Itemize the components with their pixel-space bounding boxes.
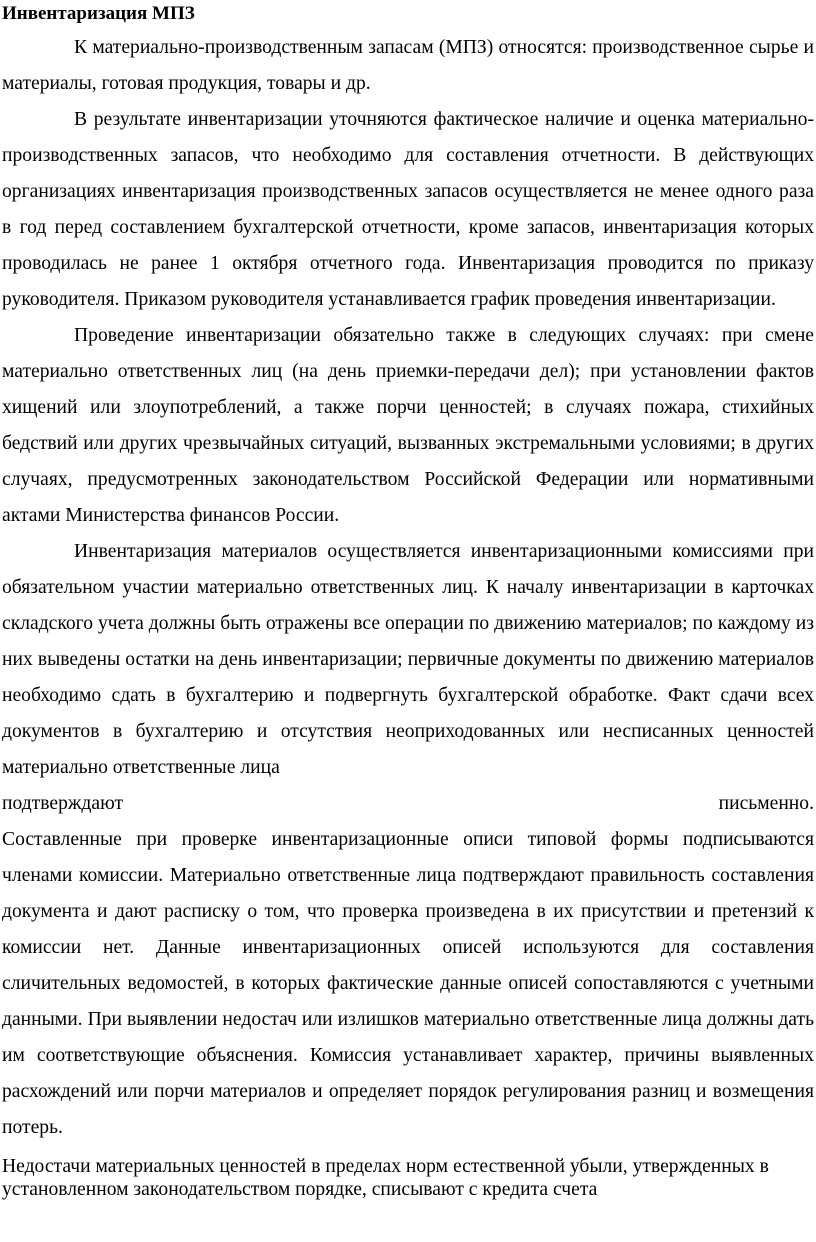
paragraph-inventory-procedure: Инвентаризация материалов осуществляется инвентаризационными комиссиями при обязательном участии материально ответственных лиц. К началу инвентаризации в карточках складского учета должны быть отражены все операции по движению материалов; по каждому из них выведены остатки на день инвентаризации; первичные документы по движению материалов необходимо сдать в бухгалтерию и подвергнуть бухгалтерской обработке. Факт сдачи всех документов в бухгалтерию и отсутствия неоприходованных или несписанных ценностей материально ответственные лица xyxy=(2,541,814,778)
paragraph-inventory-purpose: В результате инвентаризации уточняются фактическое наличие и оценка материально-производственных запасов, что необходимо для составления отчетности. В действующих организациях инвентаризация производственных запасов осуществляется не менее одного раза в год перед составлением бухгалтерской отчетности, кроме запасов, инвентаризация которых проводилась не ранее 1 октября отчетного года. Инвентаризация проводится по приказу руководителя. Приказом руководителя устанавливается график проведения инвентаризации. xyxy=(2,109,814,310)
paragraph-line-confirm xyxy=(2,786,814,822)
paragraph-mandatory-cases: Проведение инвентаризации обязательно также в следующих случаях: при смене материально ответственных лиц (на день приемки-передачи дел); при установлении фактов хищений или злоупотреблений, а также порчи ценностей; в случаях пожара, стихийных бедствий или других чрезвычайных ситуаций, вызванных экстремальными условиями; в других случаях, предусмотренных законодательством Российской Федерации или нормативными актами Министерства финансов России. xyxy=(2,325,814,526)
paragraph-inventory-lists: Составленные при проверке инвентаризационные описи типовой формы подписываются членами комиссии. Материально ответственные лица подтверждают правильность составления документа и дают расписку о том, что проверка произведена в их присутствии и претензий к комиссии нет. Данные инвентаризационных описей используются для составления сличительных ведомостей, в которых фактические данные описей сопоставляются с учетными данными. При выявлении недостач или излишков материально ответственные лица должны дать им соответствующие объяснения. Комиссия устанавливает характер, причины выявленных расхождений или порчи материалов и определяет порядок регулирования разниц и возмещения потерь. xyxy=(2,829,814,1138)
in-writing-word: письменно. xyxy=(718,793,814,814)
paragraph-shortages: Недостачи материальных ценностей в пределах норм естественной убыли, утвержденных в установленном законодательством порядке, списывают с кредита счета xyxy=(2,1156,769,1200)
document-title: Инвентаризация МПЗ xyxy=(2,3,195,24)
paragraph-mpz-definition: К материально-производственным запасам (МПЗ) относятся: производственное сырье и материалы, готовая продукция, товары и др. xyxy=(2,37,814,94)
confirm-word: подтверждают xyxy=(2,793,124,814)
